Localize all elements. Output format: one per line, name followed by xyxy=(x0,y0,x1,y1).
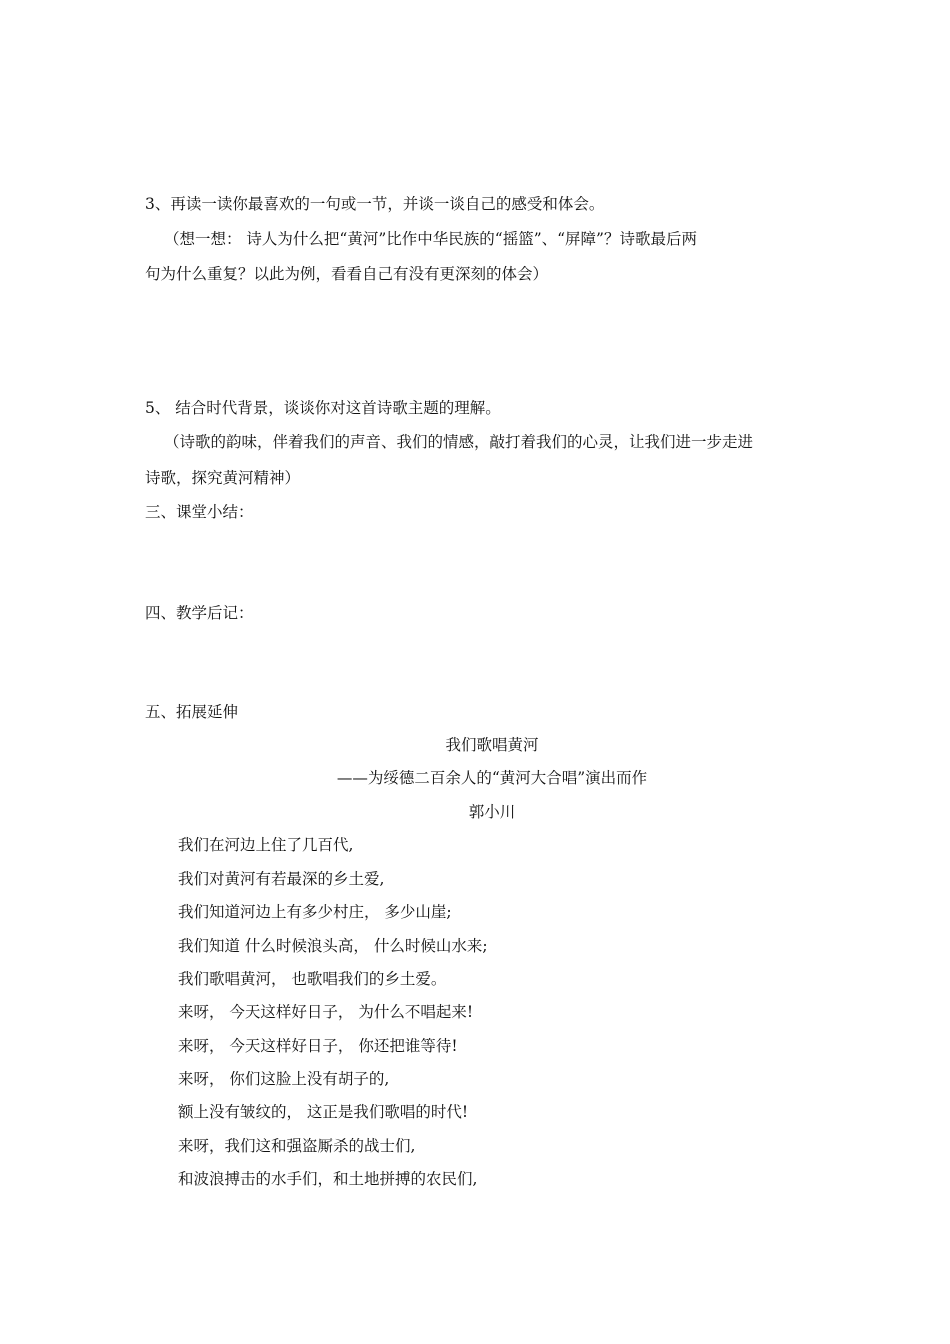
section-extension: 五、拓展延伸 xyxy=(145,703,239,721)
poem-title: 我们歌唱黄河 xyxy=(445,736,539,754)
q5-title: 5、 结合时代背景，谈谈你对这首诗歌主题的理解。 xyxy=(145,399,501,417)
poem-line: 额上没有皱纹的， 这正是我们歌唱的时代! xyxy=(178,1103,469,1121)
q3-hint-line1: （想一想： 诗人为什么把“黄河”比作中华民族的“摇篮”、“屏障”？诗歌最后两 xyxy=(164,230,697,248)
section-summary: 三、课堂小结： xyxy=(145,503,254,521)
q3-title: 3、再读一读你最喜欢的一句或一节，并谈一谈自己的感受和体会。 xyxy=(145,195,605,213)
poem-line: 和波浪搏击的水手们，和土地拼搏的农民们, xyxy=(178,1170,478,1188)
section-postscript: 四、教学后记： xyxy=(145,604,254,622)
poem-line: 我们歌唱黄河， 也歌唱我们的乡土爱。 xyxy=(178,970,447,988)
q5-hint-line2: 诗歌，探究黄河精神） xyxy=(145,469,301,487)
poem-line: 来呀， 今天这样好日子， 你还把谁等待! xyxy=(178,1037,458,1055)
poem-line: 我们在河边上住了几百代, xyxy=(178,836,354,854)
q3-hint-line2: 句为什么重复？以此为例，看看自己有没有更深刻的体会） xyxy=(145,265,549,283)
poem-line: 来呀，我们这和强盗厮杀的战士们, xyxy=(178,1137,416,1155)
poem-line: 我们对黄河有若最深的乡土爱, xyxy=(178,870,385,888)
poem-subtitle: ——为绥德二百余人的“黄河大合唱”演出而作 xyxy=(336,769,648,787)
poem-line: 来呀， 今天这样好日子， 为什么不唱起来! xyxy=(178,1003,474,1021)
poem-line: 来呀， 你们这脸上没有胡子的, xyxy=(178,1070,390,1088)
poem-line: 我们知道河边上有多少村庄， 多少山崖; xyxy=(178,903,452,921)
q5-hint-line1: （诗歌的韵味，伴着我们的声音、我们的情感，敲打着我们的心灵，让我们进一步走进 xyxy=(164,433,754,451)
poem-author: 郭小川 xyxy=(468,803,516,821)
poem-line: 我们知道 什么时候浪头高， 什么时候山水来; xyxy=(178,937,488,955)
